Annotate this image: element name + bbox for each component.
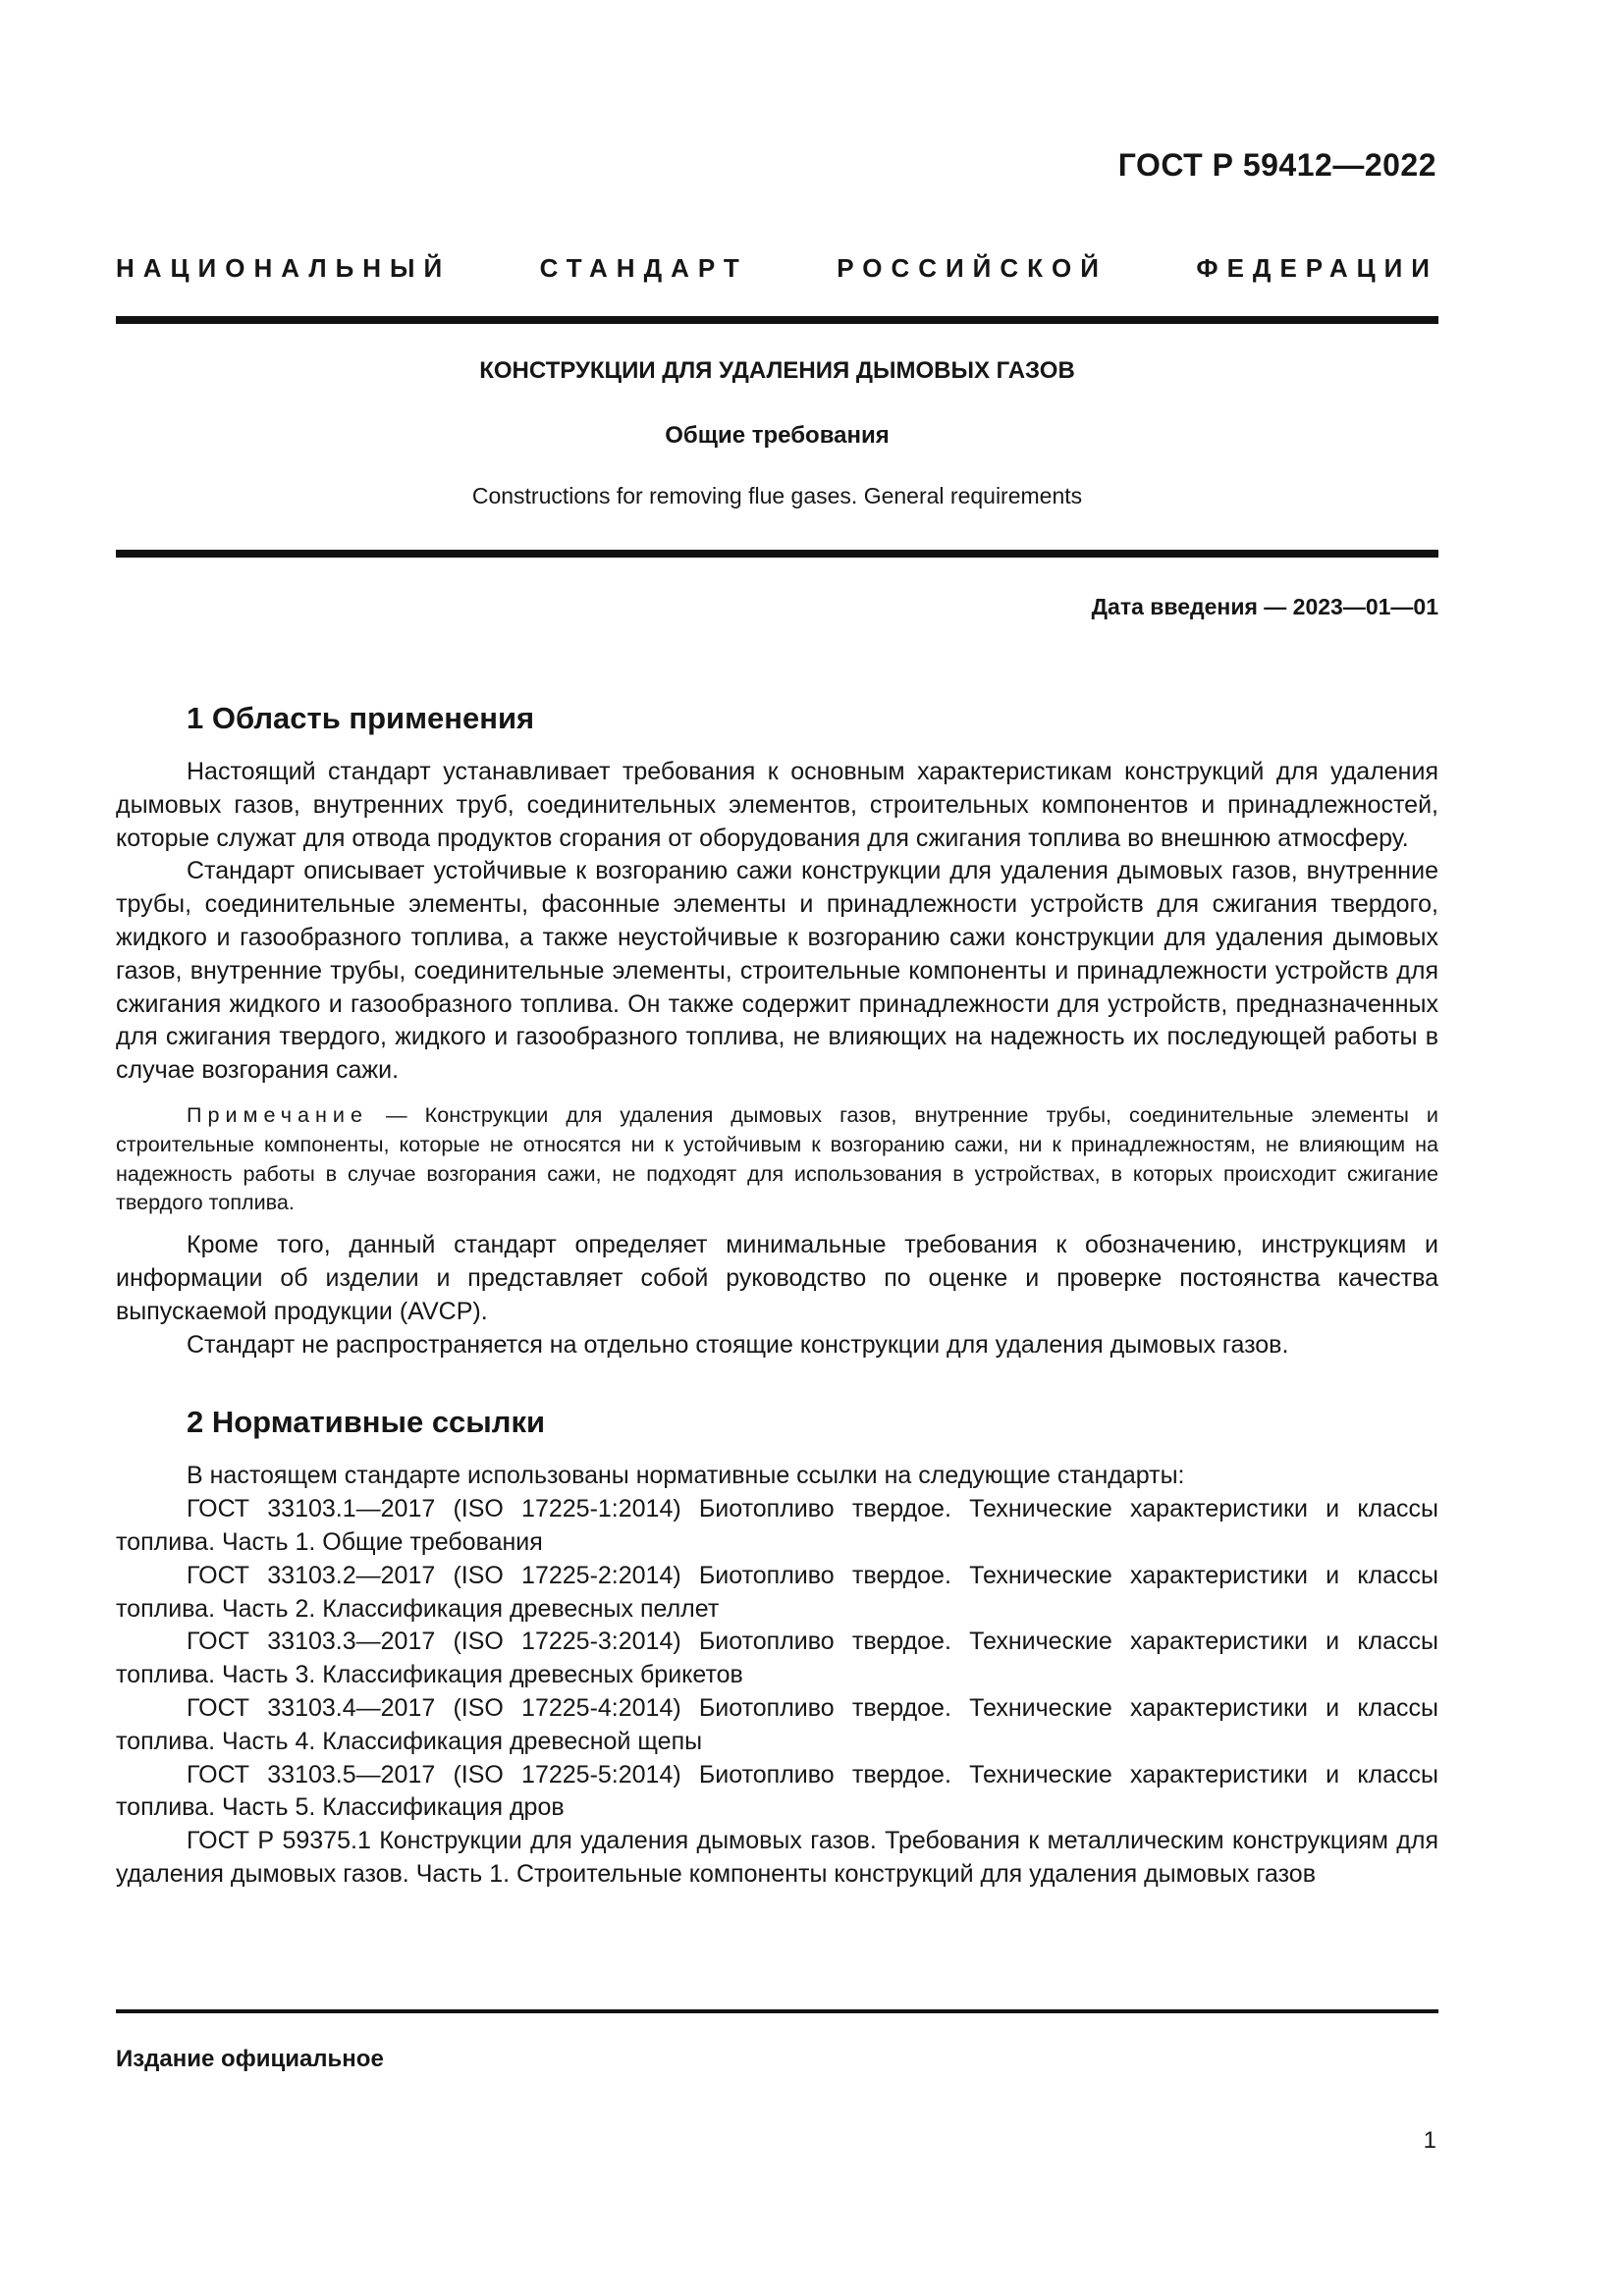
document-title: КОНСТРУКЦИИ ДЛЯ УДАЛЕНИЯ ДЫМОВЫХ ГАЗОВ: [479, 357, 1075, 384]
reference-item: ГОСТ 33103.2—2017 (ISO 17225-2:2014) Биотопливо твердое. Технические характеристики и классы топлива. Часть 2. Классификация древесных пеллет: [116, 1561, 1438, 1623]
section-heading: 2 Нормативные ссылки: [187, 1405, 546, 1440]
paragraph: Стандарт не распространяется на отдельно стоящие конструкции для удаления дымовых газов.: [187, 1330, 1289, 1359]
paragraph: Настоящий стандарт устанавливает требования к основным характеристикам конструкций для удаления дымовых газов, внутренних труб, соединительных элементов, строительных компонентов и принадлежностей, которые служат для отвода продуктов сгорания от оборудования для сжигания топлива во внешнюю атмосферу.: [116, 758, 1438, 852]
paragraph: Кроме того, данный стандарт определяет минимальные требования к обозначению, инструкциям и информации об изделии и представляет собой руководство по оценке и проверке постоянства качества выпускаемой продукции (AVCP).: [116, 1231, 1438, 1325]
note-label: Примечание: [187, 1101, 368, 1127]
paragraph: Стандарт описывает устойчивые к возгоранию сажи конструкции для удаления дымовых газов, внутренние трубы, соединительные элементы, фасонные элементы и принадлежности устройств для сжигания твердого, жидкого и газообразного топлива, а также неустойчивые к возгоранию сажи конструкции для удаления дымовых газов, внутренние трубы, соединительные элементы, строительные компоненты и принадлежности устройств для сжигания жидкого и газообразного топлива. Он также содержит принадлежности для устройств, предназначенных для сжигания твердого, жидкого и газообразного топлива, не влияющих на надежность их последующей работы в случае возгорания сажи.: [116, 857, 1438, 1085]
paragraph: В настоящем стандарте использованы нормативные ссылки на следующие стандарты:: [187, 1462, 1185, 1490]
document-subtitle: Общие требования: [665, 422, 890, 449]
official-edition-label: Издание официальное: [116, 2046, 384, 2072]
introduction-date: Дата введения — 2023—01—01: [1091, 594, 1438, 619]
reference-item: ГОСТ 33103.4—2017 (ISO 17225-4:2014) Биотопливо твердое. Технические характеристики и классы топлива. Часть 4. Классификация древесной щепы: [116, 1693, 1438, 1755]
document-number: ГОСТ Р 59412—2022: [1117, 147, 1436, 183]
reference-item: ГОСТ Р 59375.1 Конструкции для удаления дымовых газов. Требования к металлическим конструкциям для удаления дымовых газов. Часть 1. Строительные компоненты конструкций для удаления дымовых газов: [116, 1827, 1438, 1888]
national-standard-banner: НАЦИОНАЛЬНЫЙ СТАНДАРТ РОССИЙСКОЙ ФЕДЕРАЦИИ: [116, 253, 1438, 283]
footer-divider: [116, 2009, 1438, 2013]
note-text: — Конструкции для удаления дымовых газов, внутренние трубы, соединительные элементы и строительные компоненты, которые не относятся ни к устойчивым к возгоранию сажи, ни к принадлежностям, не влияющим на надежность работы в случае возгорания сажи, не подходят для использования в устройствах, в которых происходит сжигание твердого топлива.: [116, 1101, 1438, 1215]
reference-item: ГОСТ 33103.3—2017 (ISO 17225-3:2014) Биотопливо твердое. Технические характеристики и классы топлива. Часть 3. Классификация древесных брикетов: [116, 1628, 1438, 1689]
section-normative-references: [116, 1403, 1438, 1891]
english-title: Constructions for removing flue gases. General requirements: [471, 483, 1083, 508]
section-scope: [116, 699, 1438, 1362]
section-heading: 1 Область применения: [187, 701, 535, 735]
reference-item: ГОСТ 33103.1—2017 (ISO 17225-1:2014) Биотопливо твердое. Технические характеристики и классы топлива. Часть 1. Общие требования: [116, 1495, 1438, 1556]
document-body: [116, 699, 1438, 1892]
page-number: 1: [1423, 2127, 1436, 2154]
title-divider: [116, 550, 1438, 558]
reference-item: ГОСТ 33103.5—2017 (ISO 17225-5:2014) Биотопливо твердое. Технические характеристики и классы топлива. Часть 5. Классификация дров: [116, 1760, 1438, 1822]
top-divider: [116, 316, 1438, 324]
note: [116, 1100, 1438, 1217]
